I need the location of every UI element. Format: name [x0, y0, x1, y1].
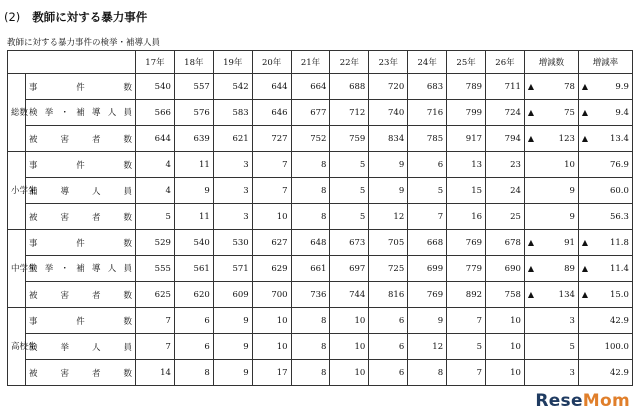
value-cell: 9 [174, 178, 213, 204]
decrease-triangle-icon: ▲ [527, 133, 535, 143]
rate-cell [578, 178, 632, 204]
value-cell: 10 [252, 334, 291, 360]
rate-cell [578, 74, 632, 100]
value-cell: 892 [447, 282, 486, 308]
value-cell: 744 [330, 282, 369, 308]
column-header: 24年 [408, 51, 447, 74]
change-cell-value: 123 [558, 133, 575, 144]
column-header: 増減率 [578, 51, 632, 74]
value-cell: 10 [330, 334, 369, 360]
group-label [8, 230, 37, 308]
value-cell: 725 [369, 256, 408, 282]
change-cell-value: 78 [564, 81, 575, 92]
value-cell: 7 [136, 334, 175, 360]
value-cell: 759 [330, 126, 369, 152]
column-header: 19年 [213, 51, 252, 74]
value-cell: 9 [213, 360, 252, 386]
rate-cell [578, 100, 632, 126]
decrease-triangle-icon: ▲ [581, 81, 589, 91]
rate-cell-value: 100.0 [604, 341, 629, 352]
decrease-triangle-icon: ▲ [527, 107, 535, 117]
row-label: 被害者数 [26, 126, 136, 152]
value-cell: 9 [369, 178, 408, 204]
value-cell: 5 [330, 178, 369, 204]
table-row [8, 308, 633, 334]
header-corner-cell [8, 51, 136, 74]
section-heading [4, 9, 504, 25]
value-cell: 712 [330, 100, 369, 126]
value-cell: 17 [252, 360, 291, 386]
rate-cell [578, 204, 632, 230]
value-cell: 644 [136, 126, 175, 152]
value-cell: 10 [252, 204, 291, 230]
value-cell: 13 [447, 152, 486, 178]
value-cell: 8 [291, 204, 330, 230]
change-cell [524, 74, 578, 100]
row-label: 事件数 [26, 308, 136, 334]
value-cell: 716 [408, 100, 447, 126]
value-cell: 25 [486, 204, 525, 230]
section-title: 教師に対する暴力事件 [32, 10, 148, 24]
rate-cell [578, 282, 632, 308]
change-cell-value: 89 [564, 263, 575, 274]
value-cell: 779 [447, 256, 486, 282]
value-cell: 5 [330, 152, 369, 178]
value-cell: 758 [486, 282, 525, 308]
value-cell: 542 [213, 74, 252, 100]
value-cell: 7 [136, 308, 175, 334]
group-label-text: 中学生 [11, 263, 37, 274]
value-cell: 727 [252, 126, 291, 152]
value-cell: 609 [213, 282, 252, 308]
rate-cell [578, 360, 632, 386]
value-cell: 736 [291, 282, 330, 308]
row-label: 検挙人員 [26, 334, 136, 360]
table-row [8, 178, 633, 204]
value-cell: 5 [447, 334, 486, 360]
value-cell: 639 [174, 126, 213, 152]
value-cell: 794 [486, 126, 525, 152]
table-row [8, 282, 633, 308]
decrease-triangle-icon: ▲ [581, 289, 589, 299]
value-cell: 9 [408, 308, 447, 334]
rate-cell [578, 256, 632, 282]
decrease-triangle-icon: ▲ [527, 263, 535, 273]
change-cell [524, 152, 578, 178]
value-cell: 16 [447, 204, 486, 230]
value-cell: 8 [291, 308, 330, 334]
rate-cell [578, 230, 632, 256]
value-cell: 5 [136, 204, 175, 230]
value-cell: 12 [408, 334, 447, 360]
value-cell: 724 [486, 100, 525, 126]
value-cell: 3 [213, 152, 252, 178]
row-label: 事件数 [26, 230, 136, 256]
value-cell: 789 [447, 74, 486, 100]
table-row [8, 360, 633, 386]
logo-text-part1: Rese [535, 391, 583, 411]
value-cell: 677 [291, 100, 330, 126]
value-cell: 10 [330, 360, 369, 386]
value-cell: 9 [369, 152, 408, 178]
rate-cell-value: 9.4 [615, 107, 629, 118]
table-row [8, 256, 633, 282]
rate-cell [578, 308, 632, 334]
value-cell: 621 [213, 126, 252, 152]
value-cell: 699 [408, 256, 447, 282]
value-cell: 571 [213, 256, 252, 282]
value-cell: 711 [486, 74, 525, 100]
table-header-row [8, 51, 633, 74]
row-label: 被害者数 [26, 360, 136, 386]
change-cell-value: 3 [569, 315, 575, 326]
rate-cell-value: 13.4 [609, 133, 629, 144]
value-cell: 644 [252, 74, 291, 100]
column-header: 26年 [486, 51, 525, 74]
value-cell: 566 [136, 100, 175, 126]
change-cell-value: 91 [564, 237, 575, 248]
value-cell: 3 [213, 204, 252, 230]
table-row [8, 74, 633, 100]
value-cell: 752 [291, 126, 330, 152]
change-cell [524, 126, 578, 152]
rate-cell-value: 15.0 [609, 289, 629, 300]
value-cell: 4 [136, 152, 175, 178]
change-cell [524, 256, 578, 282]
value-cell: 673 [330, 230, 369, 256]
value-cell: 799 [447, 100, 486, 126]
value-cell: 629 [252, 256, 291, 282]
value-cell: 8 [291, 360, 330, 386]
value-cell: 8 [174, 360, 213, 386]
change-cell [524, 230, 578, 256]
value-cell: 12 [369, 204, 408, 230]
change-cell [524, 178, 578, 204]
value-cell: 540 [174, 230, 213, 256]
decrease-triangle-icon: ▲ [581, 133, 589, 143]
group-label [8, 152, 37, 230]
table-body [8, 74, 633, 386]
decrease-triangle-icon: ▲ [527, 289, 535, 299]
value-cell: 6 [174, 308, 213, 334]
change-cell-value: 5 [569, 341, 575, 352]
column-header: 21年 [291, 51, 330, 74]
rate-cell-value: 9.9 [615, 81, 629, 92]
table-row [8, 204, 633, 230]
value-cell: 8 [291, 152, 330, 178]
value-cell: 23 [486, 152, 525, 178]
value-cell: 557 [174, 74, 213, 100]
decrease-triangle-icon: ▲ [581, 107, 589, 117]
table-row [8, 152, 633, 178]
change-cell [524, 308, 578, 334]
value-cell: 834 [369, 126, 408, 152]
value-cell: 697 [330, 256, 369, 282]
value-cell: 785 [408, 126, 447, 152]
decrease-triangle-icon: ▲ [527, 237, 535, 247]
value-cell: 5 [408, 178, 447, 204]
value-cell: 7 [252, 178, 291, 204]
value-cell: 678 [486, 230, 525, 256]
value-cell: 3 [213, 178, 252, 204]
value-cell: 705 [369, 230, 408, 256]
value-cell: 8 [291, 334, 330, 360]
value-cell: 690 [486, 256, 525, 282]
value-cell: 9 [213, 334, 252, 360]
value-cell: 11 [174, 204, 213, 230]
change-cell-value: 9 [569, 211, 575, 222]
value-cell: 530 [213, 230, 252, 256]
value-cell: 10 [252, 308, 291, 334]
group-label-text: 小学生 [11, 185, 37, 196]
value-cell: 576 [174, 100, 213, 126]
value-cell: 8 [408, 360, 447, 386]
value-cell: 8 [291, 178, 330, 204]
logo-text-part2: Mom [582, 391, 630, 411]
column-header: 22年 [330, 51, 369, 74]
rate-cell-value: 11.4 [609, 263, 629, 274]
value-cell: 6 [369, 334, 408, 360]
value-cell: 10 [486, 360, 525, 386]
value-cell: 14 [136, 360, 175, 386]
rate-cell-value: 42.9 [609, 367, 629, 378]
value-cell: 6 [174, 334, 213, 360]
value-cell: 10 [486, 308, 525, 334]
column-header: 20年 [252, 51, 291, 74]
decrease-triangle-icon: ▲ [581, 237, 589, 247]
value-cell: 683 [408, 74, 447, 100]
change-cell [524, 360, 578, 386]
value-cell: 620 [174, 282, 213, 308]
value-cell: 4 [136, 178, 175, 204]
table-row [8, 334, 633, 360]
rate-cell [578, 152, 632, 178]
value-cell: 10 [330, 308, 369, 334]
value-cell: 5 [330, 204, 369, 230]
decrease-triangle-icon: ▲ [581, 263, 589, 273]
value-cell: 688 [330, 74, 369, 100]
change-cell [524, 100, 578, 126]
row-label: 被害者数 [26, 282, 136, 308]
value-cell: 646 [252, 100, 291, 126]
table-caption: 教師に対する暴力事件の検挙・補導人員 [7, 38, 161, 48]
change-cell-value: 134 [558, 289, 575, 300]
value-cell: 561 [174, 256, 213, 282]
group-label-text: 高校生 [11, 341, 37, 352]
rate-cell [578, 126, 632, 152]
change-cell-value: 10 [564, 159, 575, 170]
value-cell: 7 [252, 152, 291, 178]
row-label: 検挙・補導人員 [26, 100, 136, 126]
table-row [8, 230, 633, 256]
value-cell: 661 [291, 256, 330, 282]
value-cell: 769 [447, 230, 486, 256]
row-label: 事件数 [26, 74, 136, 100]
row-label: 被害者数 [26, 204, 136, 230]
rate-cell-value: 60.0 [609, 185, 629, 196]
value-cell: 664 [291, 74, 330, 100]
value-cell: 769 [408, 282, 447, 308]
value-cell: 555 [136, 256, 175, 282]
section-number: (2) [4, 10, 21, 24]
value-cell: 668 [408, 230, 447, 256]
value-cell: 6 [369, 308, 408, 334]
value-cell: 7 [447, 308, 486, 334]
change-cell-value: 9 [569, 185, 575, 196]
column-header: 25年 [447, 51, 486, 74]
column-header: 23年 [369, 51, 408, 74]
violence-statistics-table [7, 50, 633, 386]
change-cell [524, 282, 578, 308]
value-cell: 625 [136, 282, 175, 308]
value-cell: 540 [136, 74, 175, 100]
value-cell: 720 [369, 74, 408, 100]
row-label: 検挙・補導人員 [26, 256, 136, 282]
decrease-triangle-icon: ▲ [527, 81, 535, 91]
value-cell: 740 [369, 100, 408, 126]
rate-cell-value: 11.8 [609, 237, 629, 248]
value-cell: 627 [252, 230, 291, 256]
value-cell: 6 [369, 360, 408, 386]
row-label: 補導人員 [26, 178, 136, 204]
rate-cell-value: 76.9 [609, 159, 629, 170]
value-cell: 917 [447, 126, 486, 152]
change-cell [524, 204, 578, 230]
rate-cell-value: 56.3 [609, 211, 629, 222]
column-header: 17年 [136, 51, 175, 74]
value-cell: 700 [252, 282, 291, 308]
value-cell: 7 [408, 204, 447, 230]
group-label [8, 74, 29, 152]
change-cell-value: 75 [564, 107, 575, 118]
resemom-logo [535, 391, 630, 411]
value-cell: 6 [408, 152, 447, 178]
column-header: 18年 [174, 51, 213, 74]
table-row [8, 100, 633, 126]
group-label-text: 総数 [11, 107, 29, 118]
value-cell: 7 [447, 360, 486, 386]
row-label: 事件数 [26, 152, 136, 178]
value-cell: 9 [213, 308, 252, 334]
value-cell: 24 [486, 178, 525, 204]
group-label [8, 308, 37, 386]
value-cell: 529 [136, 230, 175, 256]
change-cell-value: 3 [569, 367, 575, 378]
value-cell: 583 [213, 100, 252, 126]
value-cell: 11 [174, 152, 213, 178]
column-header: 増減数 [524, 51, 578, 74]
value-cell: 648 [291, 230, 330, 256]
table-row [8, 126, 633, 152]
change-cell [524, 334, 578, 360]
rate-cell [578, 334, 632, 360]
rate-cell-value: 42.9 [609, 315, 629, 326]
value-cell: 816 [369, 282, 408, 308]
value-cell: 15 [447, 178, 486, 204]
value-cell: 10 [486, 334, 525, 360]
